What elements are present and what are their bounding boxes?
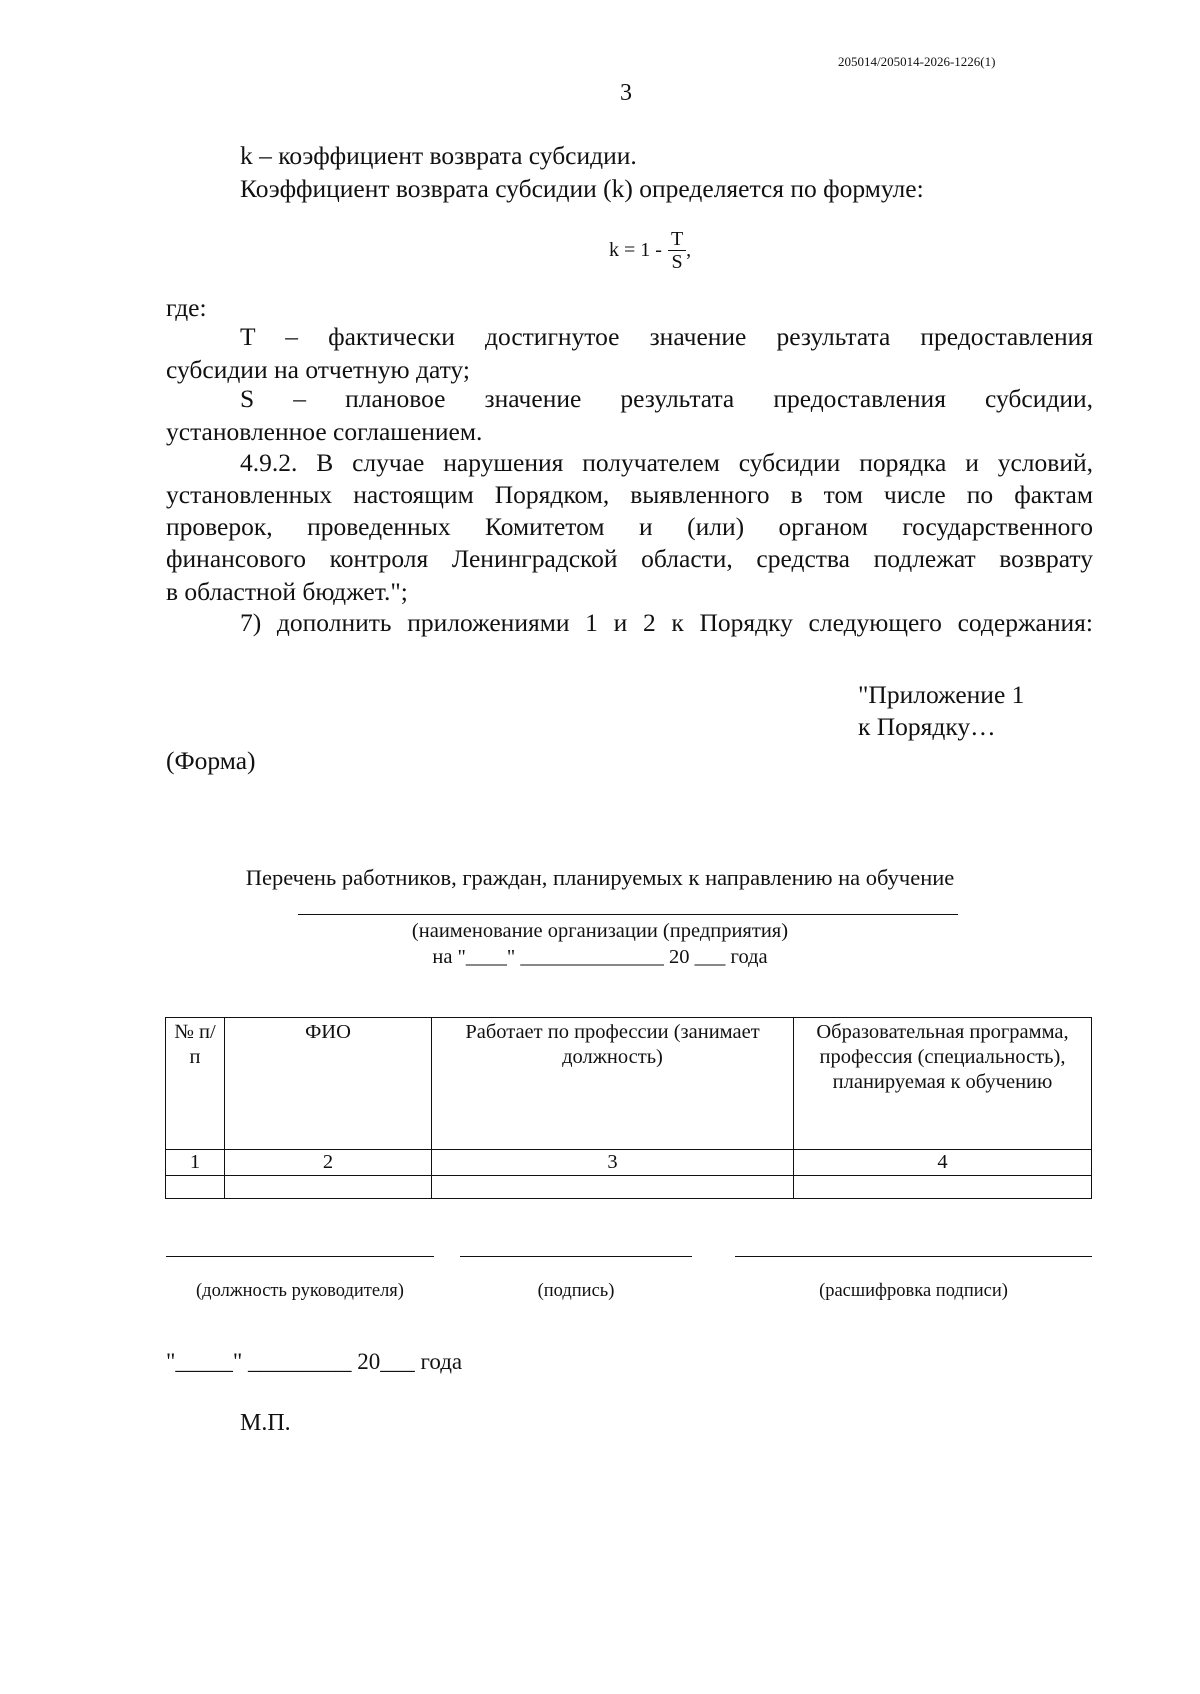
decoding-line <box>735 1256 1092 1257</box>
para-492-line-2: установленных настоящим Порядком, выявленного в том числе по фактам <box>166 480 1093 509</box>
org-name-caption: (наименование организации (предприятия) <box>411 920 789 942</box>
form-title: Перечень работников, граждан, планируемых к направлению на обучение <box>245 865 955 890</box>
column-number-1: 1 <box>166 1150 225 1176</box>
k-definition: k – коэффициент возврата субсидии. <box>240 141 637 170</box>
table-cell[interactable] <box>794 1176 1092 1199</box>
para-492-line-3: проверок, проведенных Комитетом и (или) органом государственного <box>166 512 1093 541</box>
formula <box>609 228 691 273</box>
s-definition-line-1: S – плановое значение результата предоставления субсидии, <box>240 384 1093 413</box>
employees-table <box>165 1017 1092 1199</box>
column-number-3: 3 <box>432 1150 794 1176</box>
signature-line <box>460 1256 692 1257</box>
column-number-4: 4 <box>794 1150 1092 1176</box>
table-cell[interactable] <box>225 1176 432 1199</box>
signature-caption: (подпись) <box>537 1280 615 1301</box>
table-row <box>166 1176 1092 1199</box>
signature-date-line: "_____" _________ 20___ года <box>166 1349 463 1374</box>
formula-intro: Коэффициент возврата субсидии (k) определяется по формуле: <box>240 174 924 203</box>
position-line <box>166 1256 434 1257</box>
para-492-line-4: финансового контроля Ленинградской области, средства подлежат возврату <box>166 544 1093 573</box>
formula-fraction <box>668 228 686 273</box>
form-date-line: на "____" ______________ 20 ___ года <box>432 946 768 968</box>
s-definition-line-2: установленное соглашением. <box>166 417 483 446</box>
para-492-line-5: в областной бюджет."; <box>166 577 408 606</box>
header-program: Образовательная программа, профессия (специальность), планируемая к обучению <box>794 1018 1092 1150</box>
header-number: № п/п <box>166 1018 225 1150</box>
formula-numerator: T <box>668 228 686 251</box>
formula-lhs: k = 1 - <box>609 239 662 261</box>
appendix-title: "Приложение 1 <box>858 680 1025 709</box>
appendix-subtitle: к Порядку… <box>858 712 996 741</box>
t-definition-line-2: субсидии на отчетную дату; <box>166 355 470 384</box>
t-definition-line-1: T – фактически достигнутое значение результата предоставления <box>240 322 1093 351</box>
para-492-line-1: 4.9.2. В случае нарушения получателем субсидии порядка и условий, <box>240 448 1093 477</box>
decoding-caption: (расшифровка подписи) <box>819 1280 1008 1301</box>
table-numbering-row <box>166 1150 1092 1176</box>
column-number-2: 2 <box>225 1150 432 1176</box>
org-name-line <box>298 914 958 915</box>
form-label: (Форма) <box>166 746 256 775</box>
table-cell[interactable] <box>432 1176 794 1199</box>
formula-trail: , <box>686 239 692 261</box>
table-header-row <box>166 1018 1092 1150</box>
where-label: где: <box>166 293 207 322</box>
formula-denominator: S <box>671 251 683 273</box>
page-number: 3 <box>620 80 632 106</box>
header-profession: Работает по профессии (занимает должность) <box>432 1018 794 1150</box>
document-id: 205014/205014-2026-1226(1) <box>838 54 996 69</box>
position-caption: (должность руководителя) <box>196 1280 404 1301</box>
stamp-placeholder: М.П. <box>240 1410 291 1436</box>
table-cell[interactable] <box>166 1176 225 1199</box>
header-fio: ФИО <box>225 1018 432 1150</box>
para-7: 7) дополнить приложениями 1 и 2 к Порядку следующего содержания: <box>240 608 1093 637</box>
